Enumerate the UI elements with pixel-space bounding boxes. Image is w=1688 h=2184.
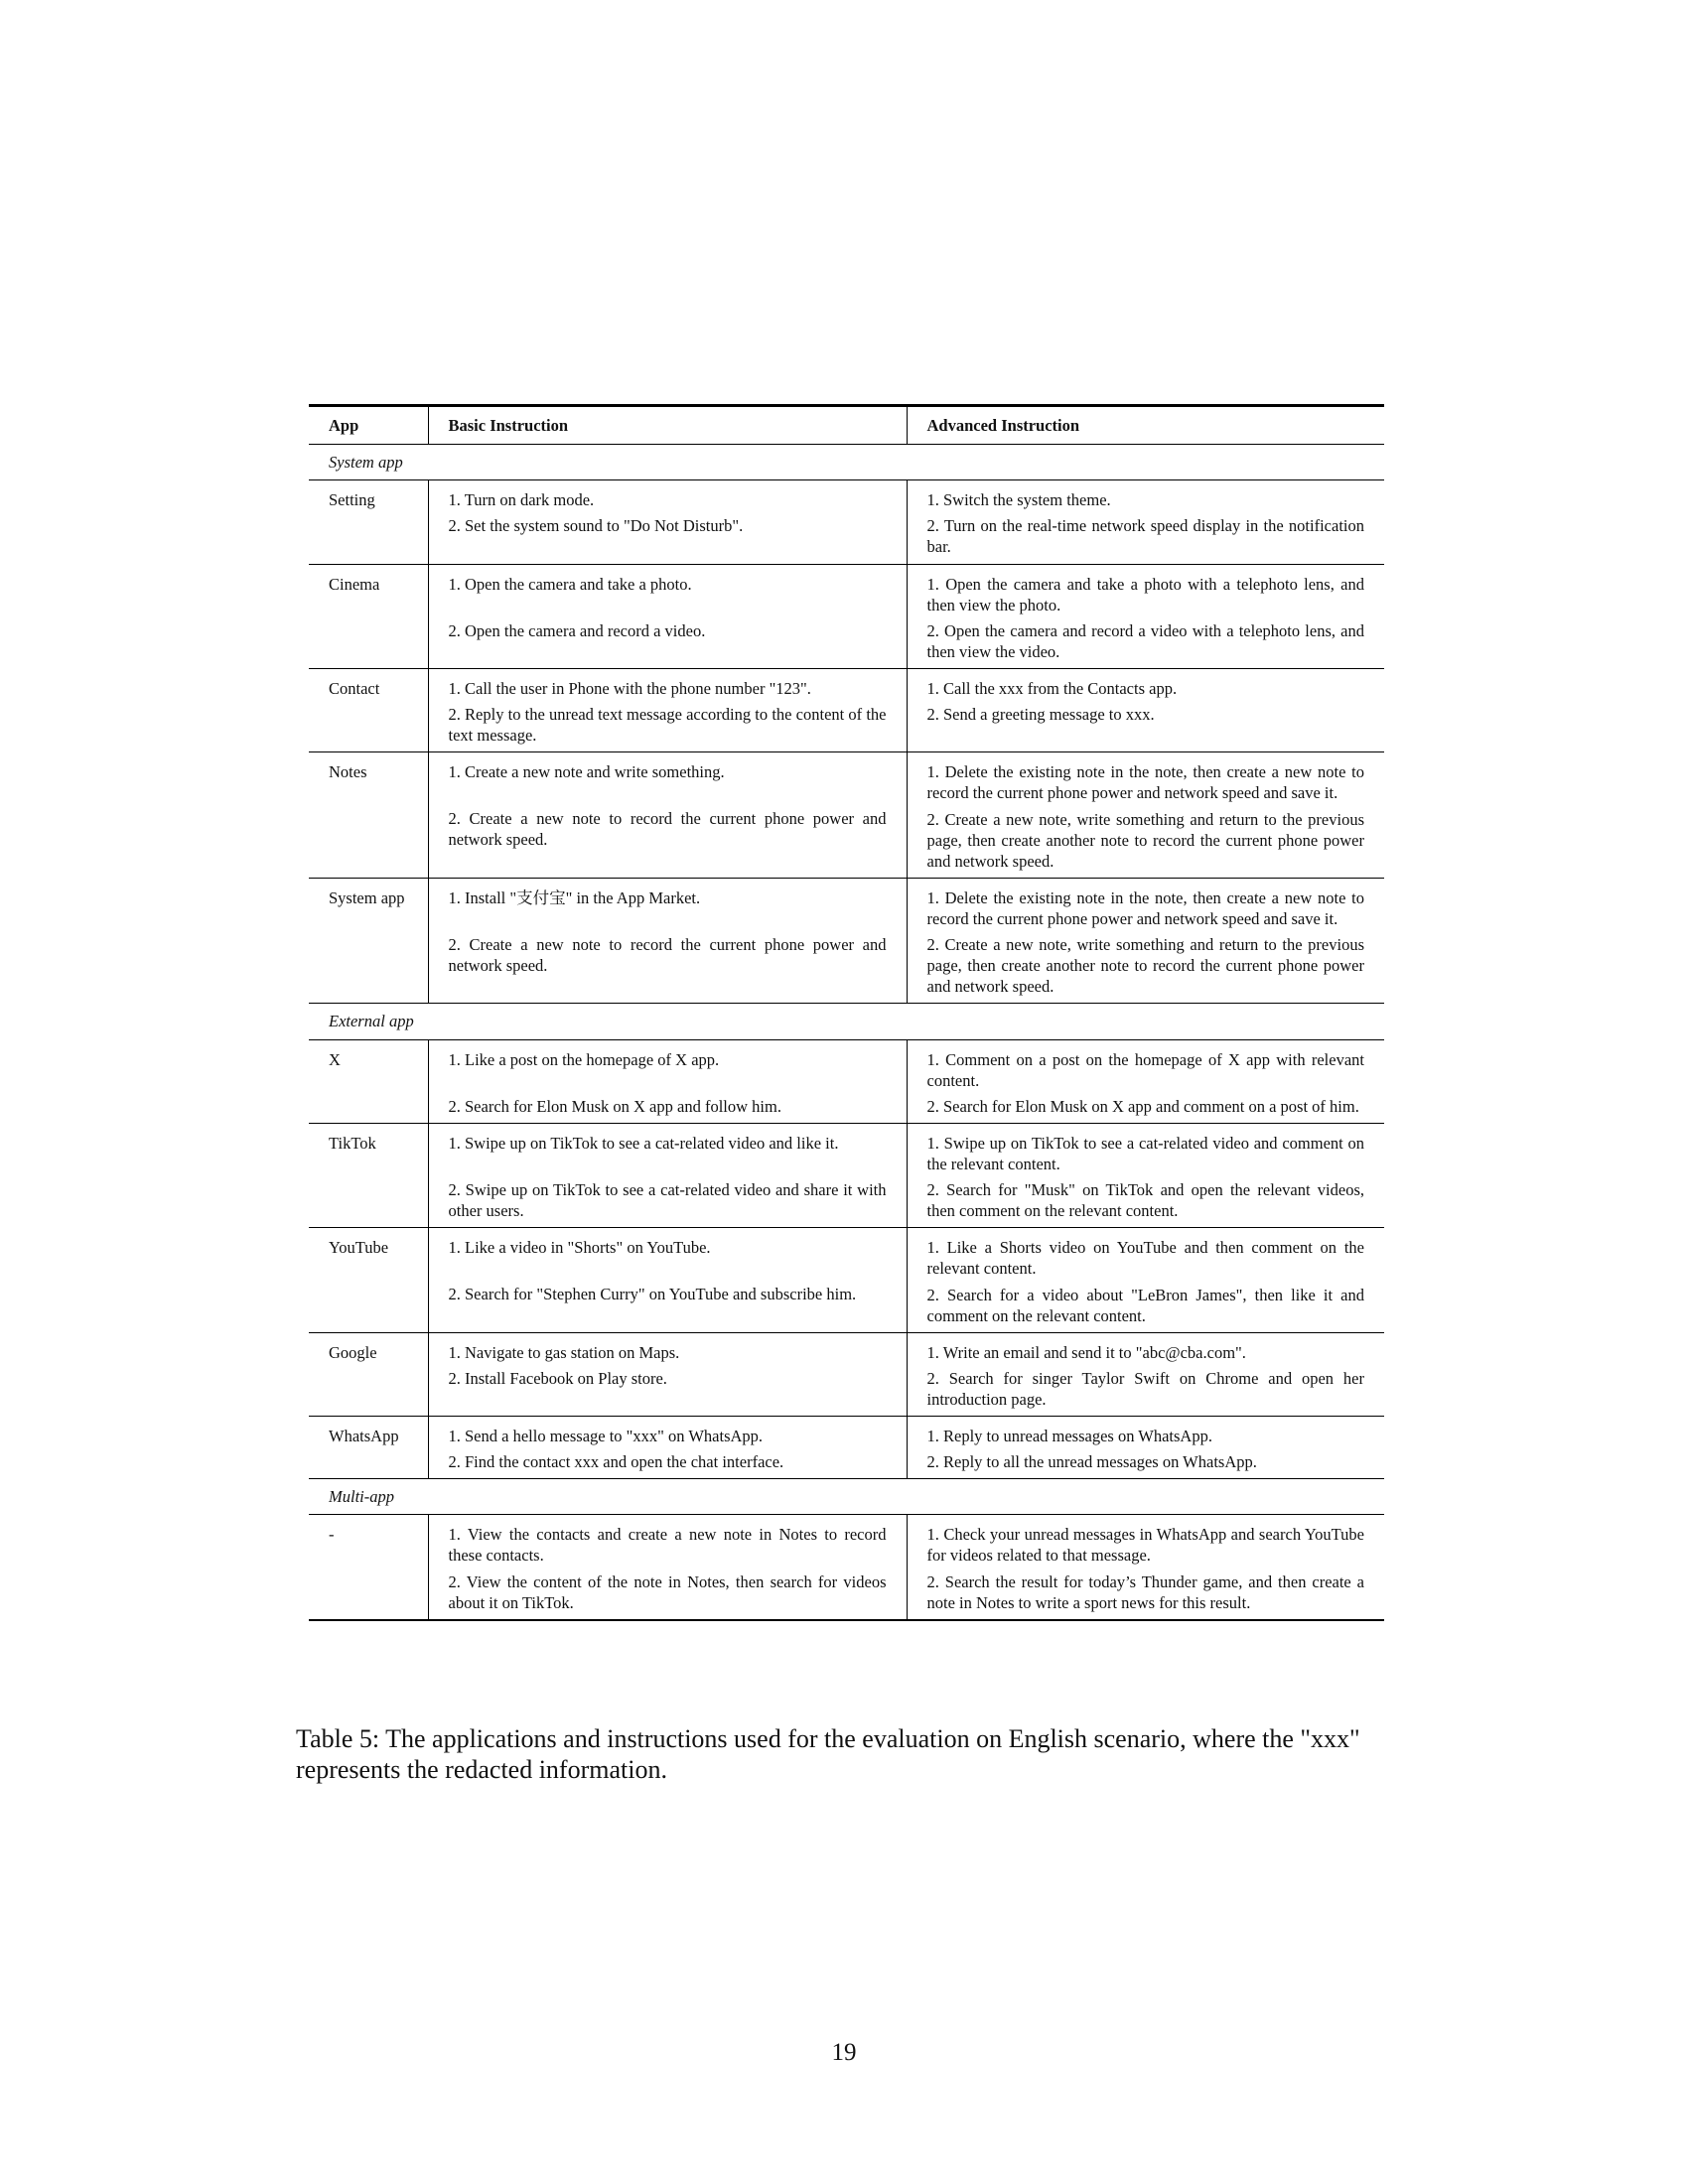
section-row [309, 1479, 1384, 1515]
advanced-instruction: 1. Like a Shorts video on YouTube and then comment on the relevant content. [926, 1238, 1364, 1279]
advanced-instruction-cell [907, 480, 1384, 564]
app-name-cell: System app [329, 887, 405, 907]
app-name-cell: WhatsApp [329, 1427, 399, 1446]
section-title: System app [309, 445, 1384, 480]
app-name-cell: Setting [329, 490, 375, 510]
instruction-list [927, 1337, 1365, 1410]
advanced-instruction: 1. Call the xxx from the Contacts app. [926, 678, 1178, 698]
page-number: 19 [831, 2039, 857, 2066]
basic-instruction: 1. Call the user in Phone with the phone number "123". [448, 678, 811, 698]
advanced-instruction-cell [907, 1417, 1384, 1479]
header-basic-instruction: Basic Instruction [428, 406, 907, 445]
instruction-list [449, 883, 887, 997]
table-row [309, 668, 1384, 751]
advanced-instruction-cell [907, 668, 1384, 751]
advanced-instruction-cell [907, 752, 1384, 879]
basic-instruction: 2. Search for "Stephen Curry" on YouTube and subscribe him. [448, 1285, 857, 1304]
advanced-instruction: 2. Reply to all the unread messages on WhatsApp. [926, 1452, 1257, 1472]
instruction-list [927, 1128, 1365, 1221]
basic-instruction: 1. View the contacts and create a new note in Notes to record these contacts. [448, 1525, 887, 1566]
basic-instruction: 1. Turn on dark mode. [448, 490, 595, 510]
basic-instruction: 1. Install "支付宝" in the App Market. [448, 887, 701, 907]
advanced-instruction-cell [907, 1332, 1384, 1416]
basic-instruction: 2. Set the system sound to "Do Not Disturb". [448, 516, 744, 536]
basic-instruction: 1. Create a new note and write something. [448, 762, 725, 782]
table-row [309, 1123, 1384, 1227]
table-row [309, 480, 1384, 564]
instruction-list [449, 756, 887, 871]
instruction-list [927, 1421, 1365, 1472]
app-name-cell: YouTube [329, 1238, 389, 1258]
section-title: External app [309, 1004, 1384, 1039]
instruction-list [449, 484, 887, 557]
basic-instruction-cell [428, 878, 907, 1004]
basic-instruction: 2. Swipe up on TikTok to see a cat-related video and share it with other users. [448, 1179, 887, 1220]
advanced-instruction: 2. Search for a video about "LeBron James", then like it and comment on the relevant content. [926, 1285, 1364, 1325]
basic-instruction: 2. Find the contact xxx and open the chat interface. [448, 1452, 784, 1472]
advanced-instruction: 2. Search for "Musk" on TikTok and open the relevant videos, then comment on the relevant content. [926, 1180, 1364, 1221]
basic-instruction: 2. Open the camera and record a video. [448, 620, 706, 640]
instruction-list [449, 1128, 887, 1221]
basic-instruction-cell [428, 668, 907, 751]
instruction-list [449, 569, 887, 662]
instruction-list [927, 1232, 1365, 1325]
advanced-instruction: 2. Search the result for today’s Thunder game, and then create a note in Notes to write a sport news for this result. [926, 1571, 1364, 1612]
advanced-instruction: 1. Write an email and send it to "abc@cba.com". [926, 1342, 1246, 1362]
table-caption: Table 5: The applications and instructions used for the evaluation on English scenario, where the "xxx" represents the redacted information. [296, 1724, 1360, 1785]
advanced-instruction-cell [907, 1515, 1384, 1620]
instruction-list [449, 1421, 887, 1472]
instruction-list [927, 569, 1365, 662]
app-name-cell: Google [329, 1342, 377, 1362]
table-row [309, 1515, 1384, 1620]
advanced-instruction: 2. Search for Elon Musk on X app and comment on a post of him. [926, 1096, 1359, 1116]
basic-instruction: 1. Swipe up on TikTok to see a cat-related video and like it. [448, 1133, 839, 1153]
basic-instruction-cell [428, 1039, 907, 1123]
basic-instruction: 2. Create a new note to record the current phone power and network speed. [448, 934, 887, 975]
instruction-list [927, 1519, 1365, 1612]
advanced-instruction: 1. Switch the system theme. [926, 490, 1111, 510]
table-body [309, 445, 1384, 1620]
advanced-instruction: 2. Search for singer Taylor Swift on Chrome and open her introduction page. [926, 1368, 1364, 1409]
table-row [309, 1228, 1384, 1332]
basic-instruction: 2. Search for Elon Musk on X app and follow him. [448, 1096, 781, 1116]
instruction-list [927, 756, 1365, 872]
instruction-list [927, 1044, 1365, 1117]
advanced-instruction: 1. Reply to unread messages on WhatsApp. [926, 1427, 1212, 1446]
advanced-instruction: 2. Turn on the real-time network speed display in the notification bar. [926, 516, 1364, 557]
advanced-instruction-cell [907, 1123, 1384, 1227]
section-title: Multi-app [309, 1479, 1384, 1515]
basic-instruction: 2. Reply to the unread text message according to the content of the text message. [448, 705, 887, 746]
basic-instruction: 1. Navigate to gas station on Maps. [448, 1342, 680, 1362]
section-row [309, 445, 1384, 480]
instructions-table [309, 404, 1384, 1621]
table-row [309, 564, 1384, 668]
section-row [309, 1004, 1384, 1039]
advanced-instruction: 1. Comment on a post on the homepage of X app with relevant content. [926, 1049, 1364, 1090]
table-row [309, 1417, 1384, 1479]
basic-instruction: 1. Like a post on the homepage of X app. [448, 1049, 720, 1069]
advanced-instruction: 1. Open the camera and take a photo with a telephoto lens, and then view the photo. [926, 574, 1364, 614]
instructions-table-container [309, 404, 1384, 1621]
basic-instruction-cell [428, 1417, 907, 1479]
basic-instruction-cell [428, 480, 907, 564]
table-row [309, 1039, 1384, 1123]
advanced-instruction: 2. Open the camera and record a video with a telephoto lens, and then view the video. [926, 620, 1364, 661]
header-advanced-instruction: Advanced Instruction [907, 406, 1384, 445]
basic-instruction: 2. View the content of the note in Notes, then search for videos about it on TikTok. [448, 1571, 887, 1612]
advanced-instruction: 2. Create a new note, write something and return to the previous page, then create another note to record the current phone power and network speed. [926, 809, 1364, 871]
instruction-list [927, 484, 1365, 557]
advanced-instruction: 1. Delete the existing note in the note, then create a new note to record the current phone power and network speed and save it. [926, 887, 1364, 928]
app-name-cell: - [329, 1525, 335, 1545]
instruction-list [449, 1337, 887, 1410]
instruction-list [927, 673, 1365, 746]
table-row [309, 1332, 1384, 1416]
basic-instruction-cell [428, 1228, 907, 1332]
advanced-instruction-cell [907, 564, 1384, 668]
basic-instruction: 2. Create a new note to record the current phone power and network speed. [448, 809, 887, 850]
table-row [309, 878, 1384, 1004]
advanced-instruction: 1. Delete the existing note in the note, then create a new note to record the current phone power and network speed and save it. [926, 762, 1364, 803]
basic-instruction: 2. Install Facebook on Play store. [448, 1368, 667, 1388]
basic-instruction-cell [428, 564, 907, 668]
header-app: App [329, 416, 359, 435]
basic-instruction: 1. Send a hello message to "xxx" on WhatsApp. [448, 1427, 764, 1446]
header-row [309, 406, 1384, 445]
basic-instruction-cell [428, 1332, 907, 1416]
app-name-cell: Cinema [329, 574, 380, 594]
instruction-list [449, 1232, 887, 1325]
basic-instruction: 1. Open the camera and take a photo. [448, 574, 692, 594]
advanced-instruction: 1. Swipe up on TikTok to see a cat-related video and comment on the relevant content. [926, 1133, 1364, 1173]
advanced-instruction: 1. Check your unread messages in WhatsApp and search YouTube for videos related to that message. [926, 1525, 1364, 1566]
advanced-instruction: 2. Create a new note, write something and return to the previous page, then create another note to record the current phone power and network speed. [926, 935, 1364, 997]
advanced-instruction-cell [907, 878, 1384, 1004]
basic-instruction-cell [428, 1123, 907, 1227]
basic-instruction-cell [428, 752, 907, 879]
instruction-list [927, 883, 1365, 998]
app-name-cell: X [329, 1049, 341, 1069]
advanced-instruction: 2. Send a greeting message to xxx. [926, 705, 1155, 725]
table-row [309, 752, 1384, 879]
app-name-cell: Contact [329, 678, 380, 698]
instruction-list [449, 1044, 887, 1117]
instruction-list [449, 1519, 887, 1612]
advanced-instruction-cell [907, 1039, 1384, 1123]
app-name-cell: Notes [329, 762, 367, 782]
basic-instruction-cell [428, 1515, 907, 1620]
advanced-instruction-cell [907, 1228, 1384, 1332]
basic-instruction: 1. Like a video in "Shorts" on YouTube. [448, 1238, 711, 1258]
instruction-list [449, 673, 887, 746]
app-name-cell: TikTok [329, 1133, 376, 1153]
table-header [309, 406, 1384, 445]
